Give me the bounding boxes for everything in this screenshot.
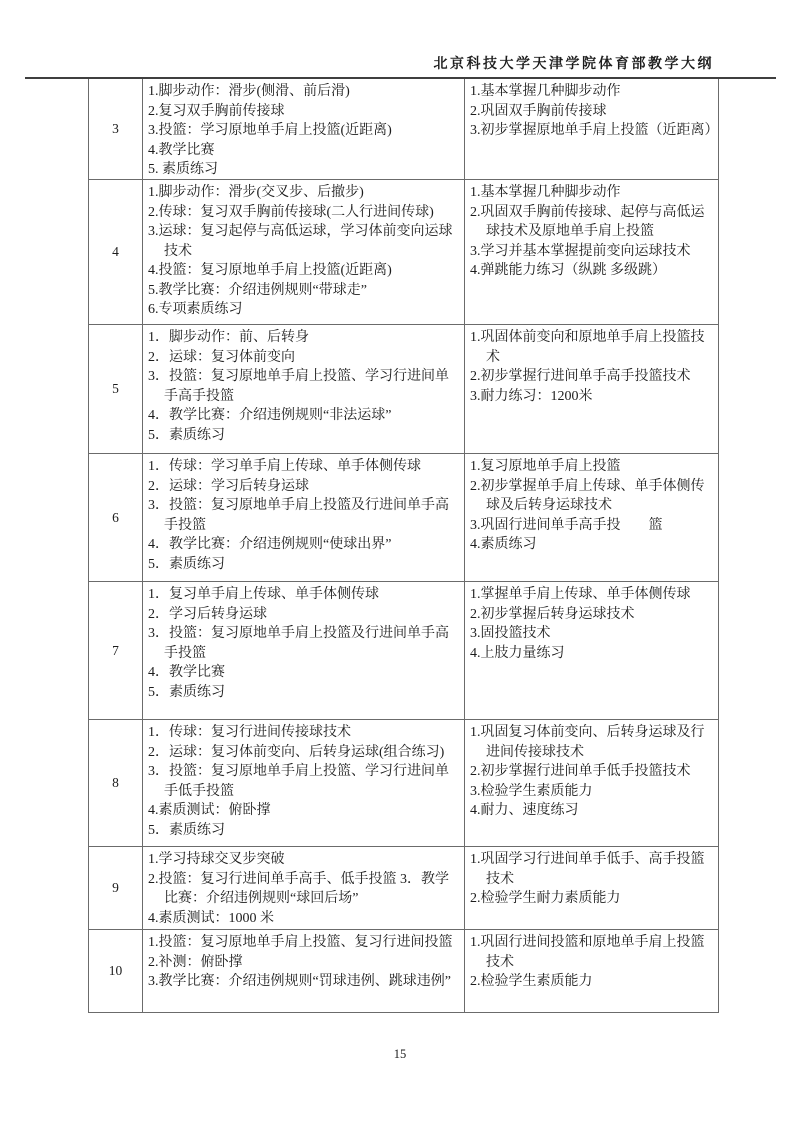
content-item: 5．素质练习 [148, 684, 225, 700]
content-item: 6.专项素质练习 [148, 302, 243, 317]
content-item: 1．传球：复习行进间传接球技术 [148, 725, 351, 740]
content-item: 4．教学比赛 [148, 665, 225, 680]
content-item: 1．脚步动作：前、后转身 [148, 330, 309, 345]
objective-item: 1.巩固体前变向和原地单手肩上投篮技术 [470, 330, 705, 365]
content-item: 5. 素质练习 [148, 162, 218, 177]
week-number: 7 [89, 582, 143, 719]
objective-item: 2.巩固双手胸前传接球、起停与高低运球技术及原地单手肩上投篮 [470, 204, 705, 239]
objective-item: 1.巩固复习体前变向、后转身运球及行进间传接球技术 [470, 725, 705, 760]
content-item: 3.投篮：学习原地单手肩上投篮(近距离) [148, 123, 392, 138]
week-number: 10 [89, 930, 143, 1012]
content-cell [143, 847, 465, 929]
week-number: 6 [89, 454, 143, 581]
objective-item: 2.检验学生耐力素质能力 [470, 891, 621, 906]
content-item: 4．教学比赛：介绍违例规则“非法运球” [148, 408, 392, 423]
objectives-cell [465, 847, 718, 929]
objective-item: 4.耐力、速度练习 [470, 803, 579, 818]
objectives-cell [465, 582, 718, 719]
objective-item: 3.巩固行进间单手高手投 篮 [470, 517, 663, 533]
content-item: 2.投篮：复习行进间单手高手、低手投篮 3．教学比赛：介绍违例规则“球回后场” [148, 871, 449, 906]
objectives-cell [465, 720, 718, 846]
content-item: 4.投篮：复习原地单手肩上投篮(近距离) [148, 263, 392, 278]
week-number: 8 [89, 720, 143, 846]
content-item: 1．传球：学习单手肩上传球、单手体侧传球 [148, 459, 421, 474]
page-number: 15 [393, 1047, 407, 1061]
content-cell [143, 582, 465, 719]
week-number: 4 [89, 180, 143, 324]
content-item: 4.教学比赛 [148, 142, 215, 158]
objective-item: 2.初步掌握行进间单手高手投篮技术 [470, 369, 691, 384]
objectives-cell [465, 930, 718, 1012]
content-item: 1.投篮：复习原地单手肩上投篮、复习行进间投篮 [148, 935, 453, 950]
content-item: 2．运球：复习体前变向 [148, 349, 295, 365]
content-cell [143, 454, 465, 581]
objective-item: 2.初步掌握行进间单手低手投篮技术 [470, 764, 691, 779]
objectives-cell [465, 325, 718, 453]
objective-item: 2.检验学生素质能力 [470, 974, 593, 989]
content-item: 2.传球：复习双手胸前传接球(二人行进间传球) [148, 204, 434, 220]
content-item: 5.教学比赛：介绍违例规则“带球走” [148, 282, 367, 298]
content-cell [143, 79, 465, 179]
table-row [89, 79, 718, 180]
content-item: 2.补测：俯卧撑 [148, 954, 243, 970]
content-item: 3.教学比赛：介绍违例规则“罚球违例、跳球违例” [148, 974, 451, 989]
objective-item: 3.检验学生素质能力 [470, 783, 593, 799]
objective-item: 3.初步掌握原地单手肩上投篮（近距离） [470, 123, 718, 138]
objective-item: 3.固投篮技术 [470, 626, 551, 641]
content-item: 2．运球：学习后转身运球 [148, 478, 309, 494]
objective-item: 3.学习并基本掌握提前变向运球技术 [470, 243, 691, 259]
objective-item: 1.掌握单手肩上传球、单手体侧传球 [470, 587, 691, 602]
objective-item: 1.巩固行进间投篮和原地单手肩上投篮技术 [470, 935, 705, 970]
objectives-cell [465, 180, 718, 324]
objective-item: 1.基本掌握几种脚步动作 [470, 185, 621, 200]
week-number: 9 [89, 847, 143, 929]
content-item: 4.素质测试：1000 米 [148, 910, 274, 926]
table-row [89, 847, 718, 930]
week-number: 3 [89, 79, 143, 179]
content-item: 2．学习后转身运球 [148, 606, 267, 622]
table-row [89, 930, 718, 1012]
content-item: 5．素质练习 [148, 427, 225, 443]
objective-item: 2.巩固双手胸前传接球 [470, 103, 607, 119]
content-item: 3.运球：复习起停与高低运球，学习体前变向运球技术 [148, 224, 453, 259]
content-item: 4．教学比赛：介绍违例规则“使球出界” [148, 537, 392, 552]
page-footer [0, 1047, 800, 1062]
objective-item: 2.初步掌握单手肩上传球、单手体侧传球及后转身运球技术 [470, 478, 705, 513]
table-row [89, 454, 718, 582]
objective-item: 4.弹跳能力练习（纵跳 多级跳） [470, 263, 666, 278]
objectives-cell [465, 454, 718, 581]
content-item: 1.学习持球交叉步突破 [148, 852, 285, 867]
content-item: 2．运球：复习体前变向、后转身运球(组合练习) [148, 744, 445, 760]
table-row [89, 180, 718, 325]
content-cell [143, 720, 465, 846]
syllabus-table [88, 79, 719, 1013]
content-item: 3．投篮：复习原地单手肩上投篮及行进间单手高手投篮 [148, 626, 449, 661]
content-cell [143, 930, 465, 1012]
content-item: 2.复习双手胸前传接球 [148, 103, 285, 119]
objective-item: 1.复习原地单手肩上投篮 [470, 459, 621, 474]
objective-item: 1.巩固学习行进间单手低手、高手投篮技术 [470, 852, 705, 887]
content-item: 1.脚步动作：滑步(交叉步、后撤步) [148, 185, 364, 200]
week-number: 5 [89, 325, 143, 453]
content-item: 3．投篮：复习原地单手肩上投篮及行进间单手高手投篮 [148, 498, 449, 533]
objective-item: 4.上肢力量练习 [470, 645, 565, 661]
objective-item: 1.基本掌握几种脚步动作 [470, 84, 621, 99]
content-item: 4.素质测试：俯卧撑 [148, 803, 271, 818]
objective-item: 4.素质练习 [470, 537, 537, 552]
objective-item: 3.耐力练习：1200米 [470, 388, 593, 404]
content-item: 3．投篮：复习原地单手肩上投篮、学习行进间单手高手投篮 [148, 369, 449, 404]
content-cell [143, 180, 465, 324]
table-row [89, 720, 718, 847]
header-title: 北京科技大学天津学院体育部教学大纲 [433, 57, 714, 72]
table-row [89, 582, 718, 720]
content-cell [143, 325, 465, 453]
content-item: 1．复习单手肩上传球、单手体侧传球 [148, 587, 379, 602]
content-item: 5．素质练习 [148, 822, 225, 838]
objectives-cell [465, 79, 718, 179]
content-item: 5．素质练习 [148, 556, 225, 572]
content-item: 1.脚步动作：滑步(侧滑、前后滑) [148, 84, 350, 99]
objective-item: 2.初步掌握后转身运球技术 [470, 606, 635, 622]
table-row [89, 325, 718, 454]
content-item: 3．投篮：复习原地单手肩上投篮、学习行进间单手低手投篮 [148, 764, 449, 799]
